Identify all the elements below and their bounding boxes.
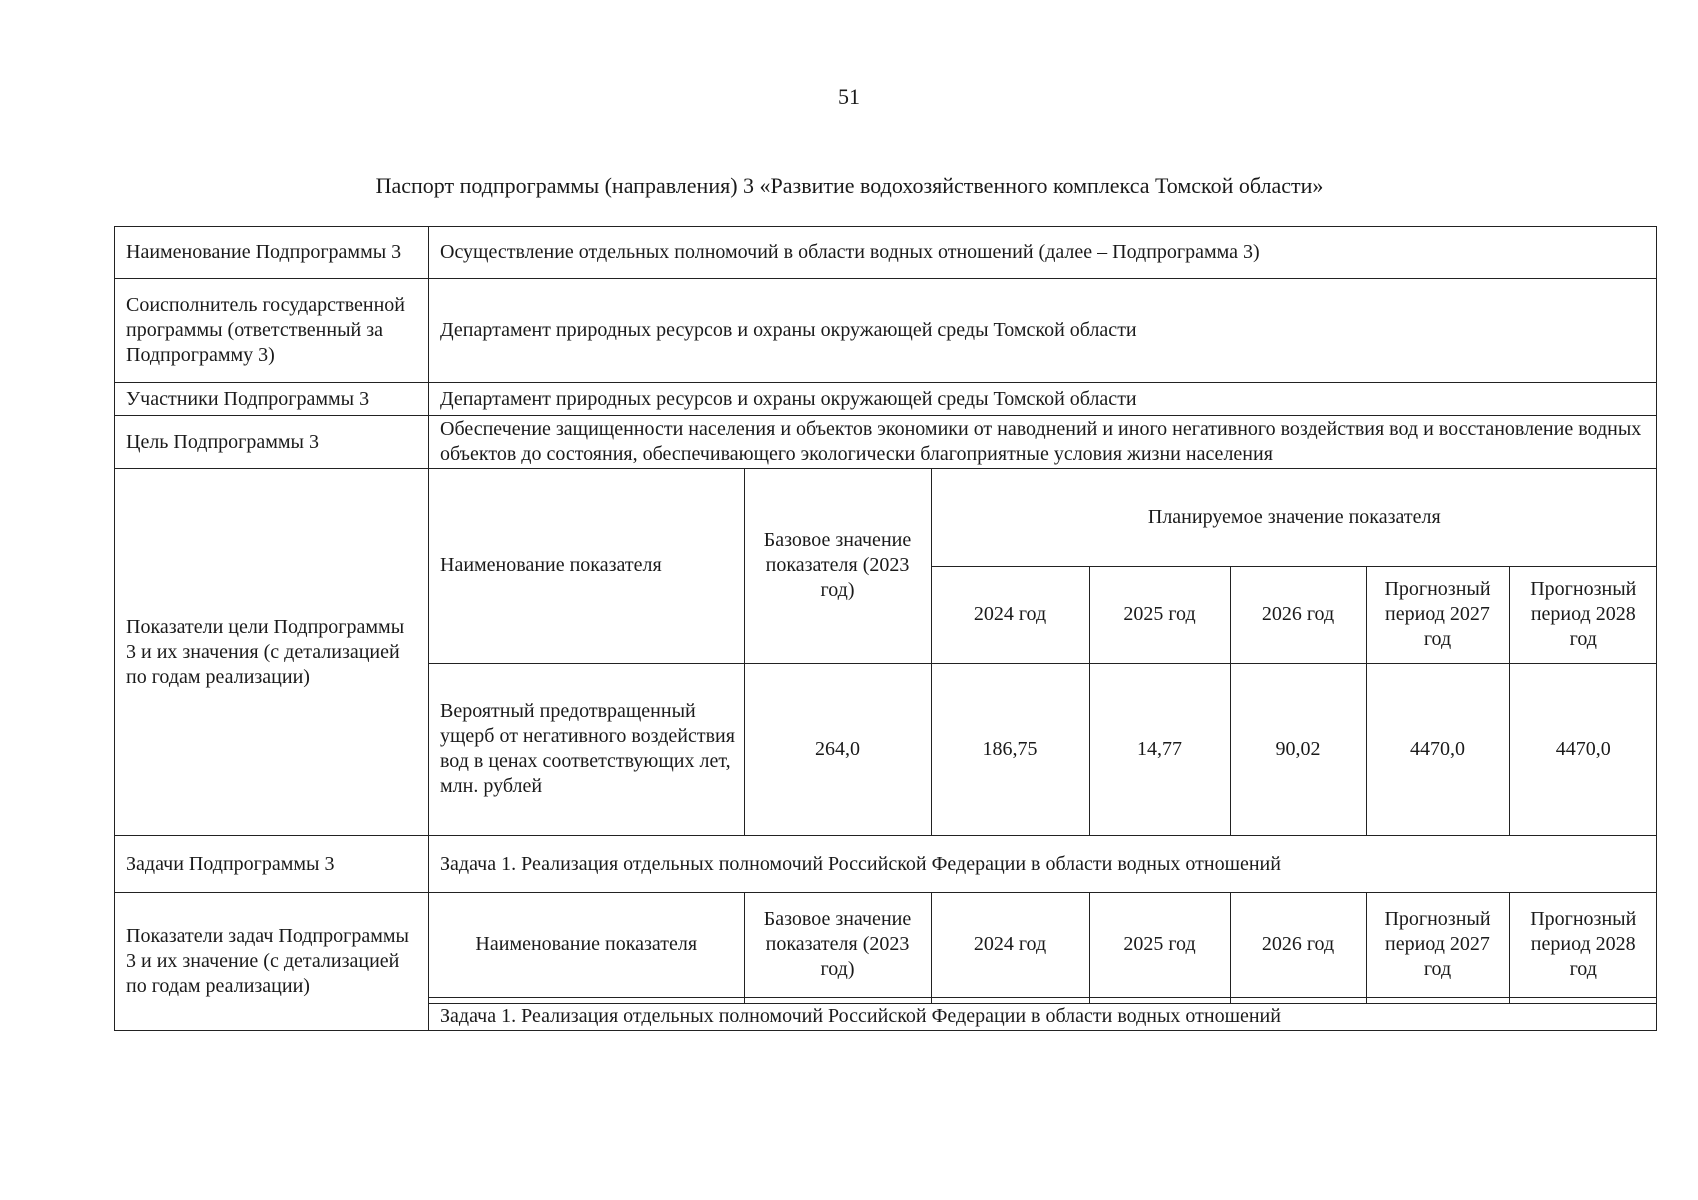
tasks-label: Задачи Подпрограммы 3 xyxy=(115,836,429,893)
header-2026: 2026 год xyxy=(1230,566,1366,663)
row-name xyxy=(115,227,1657,279)
table-row xyxy=(429,663,1657,835)
header-2028: Прогнозный период 2028 год xyxy=(1509,566,1657,663)
indicator-name: Вероятный предотвращенный ущерб от негативного воздействия вод в ценах соответствующих лет, млн. рублей xyxy=(429,663,744,835)
row-tasks xyxy=(115,836,1657,893)
task-header-base-value: Базовое значение показателя (2023 год) xyxy=(744,893,931,997)
header-indicator-name: Наименование показателя xyxy=(429,469,744,663)
task-header-indicator-name: Наименование показателя xyxy=(429,893,744,997)
coexecutor-value: Департамент природных ресурсов и охраны окружающей среды Томской области xyxy=(429,279,1657,383)
header-planned-value: Планируемое значение показателя xyxy=(931,469,1657,566)
task-indicators-table xyxy=(429,893,1657,1030)
task-header-2026: 2026 год xyxy=(1230,893,1366,997)
row-coexecutor xyxy=(115,279,1657,383)
task-indicators-label: Показатели задач Подпрограммы 3 и их значение (с детализацией по годам реализации) xyxy=(115,893,429,1031)
name-label: Наименование Подпрограммы 3 xyxy=(115,227,429,279)
header-2024: 2024 год xyxy=(931,566,1089,663)
document-title: Паспорт подпрограммы (направления) 3 «Развитие водохозяйственного комплекса Томской области» xyxy=(375,173,1324,198)
task-header-2028: Прогнозный период 2028 год xyxy=(1509,893,1657,997)
passport-table xyxy=(114,226,1657,1031)
row-goal xyxy=(115,416,1657,469)
participants-value: Департамент природных ресурсов и охраны окружающей среды Томской области xyxy=(429,383,1657,416)
coexecutor-label: Соисполнитель государственной программы (ответственный за Подпрограмму 3) xyxy=(115,279,429,383)
header-base-value: Базовое значение показателя (2023 год) xyxy=(744,469,931,663)
goal-value: Обеспечение защищенности населения и объектов экономики от наводнений и иного негативного воздействия вод и восстановление водных объектов до состояния, обеспечивающего экологически благоприятные условия жизни населения xyxy=(429,416,1657,469)
indicator-2025: 14,77 xyxy=(1089,663,1230,835)
header-2027: Прогнозный период 2027 год xyxy=(1366,566,1509,663)
indicator-2027: 4470,0 xyxy=(1366,663,1509,835)
indicator-2024: 186,75 xyxy=(931,663,1089,835)
indicator-base: 264,0 xyxy=(744,663,931,835)
goal-indicators-label: Показатели цели Подпрограммы 3 и их значения (с детализацией по годам реализации) xyxy=(115,469,429,836)
row-goal-indicators xyxy=(115,469,1657,836)
indicator-2028: 4470,0 xyxy=(1509,663,1657,835)
task-row-label: Задача 1. Реализация отдельных полномочий Российской Федерации в области водных отношений xyxy=(429,1003,1657,1030)
indicator-2026: 90,02 xyxy=(1230,663,1366,835)
header-2025: 2025 год xyxy=(1089,566,1230,663)
table-row xyxy=(429,1003,1657,1030)
task-header-2027: Прогнозный период 2027 год xyxy=(1366,893,1509,997)
goal-indicators-table xyxy=(429,469,1657,835)
goal-label: Цель Подпрограммы 3 xyxy=(115,416,429,469)
participants-label: Участники Подпрограммы 3 xyxy=(115,383,429,416)
name-value: Осуществление отдельных полномочий в области водных отношений (далее – Подпрограмма 3) xyxy=(429,227,1657,279)
tasks-value: Задача 1. Реализация отдельных полномочий Российской Федерации в области водных отношений xyxy=(429,836,1657,893)
task-header-2024: 2024 год xyxy=(931,893,1089,997)
page-number: 51 xyxy=(838,84,860,109)
row-participants xyxy=(115,383,1657,416)
row-task-indicators xyxy=(115,893,1657,1031)
task-header-2025: 2025 год xyxy=(1089,893,1230,997)
